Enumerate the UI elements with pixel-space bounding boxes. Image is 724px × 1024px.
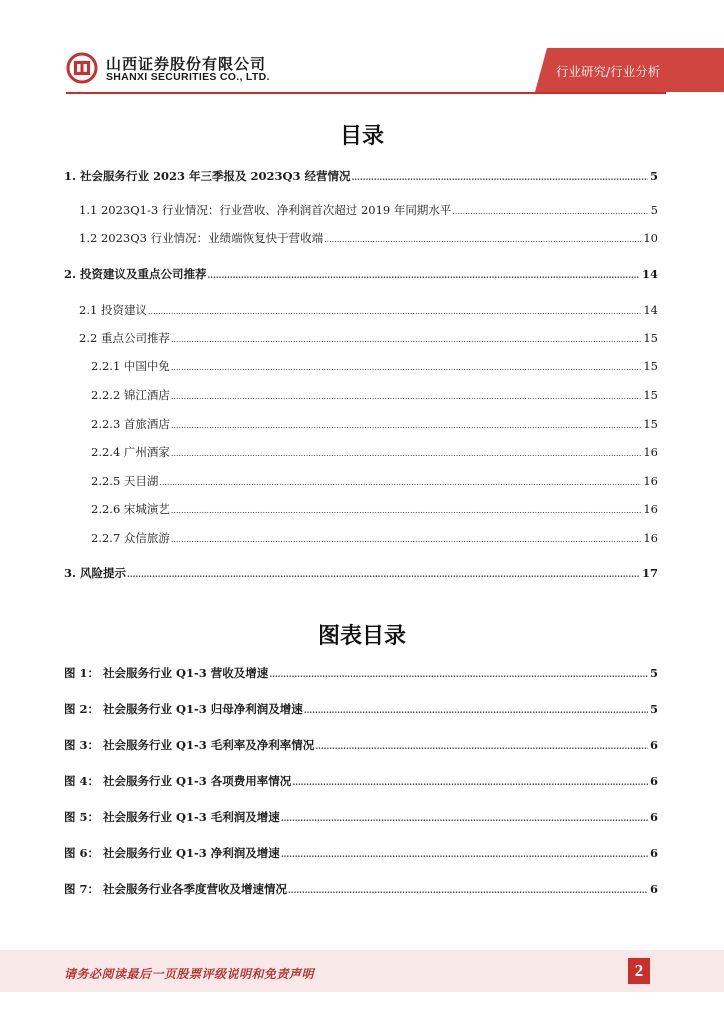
- toc-leader: [208, 268, 640, 282]
- figure-entry-page: 6: [649, 738, 658, 752]
- toc-entry-label: 2.2.3 首旅酒店: [91, 417, 170, 431]
- toc-entry-label: 1.2 2023Q3 行业情况：业绩端恢复快于营收端: [79, 231, 324, 245]
- toc-entry-page: 16: [643, 474, 658, 488]
- toc-entry-label: 2. 投资建议及重点公司推荐: [64, 267, 207, 281]
- toc-leader: [281, 847, 648, 861]
- toc-entry[interactable]: [91, 359, 658, 375]
- toc-entry-label: 1. 社会服务行业 2023 年三季报及 2023Q3 经营情况: [64, 169, 351, 183]
- toc-entry-page: 10: [643, 231, 658, 245]
- toc-entry-label: 2.2.2 锦江酒店: [91, 388, 170, 402]
- toc-leader: [171, 533, 641, 547]
- toc-entry-label: 2.2.4 广州酒家: [91, 445, 170, 459]
- page-header: [0, 0, 724, 100]
- figure-entry-label: 图 1： 社会服务行业 Q1-3 营收及增速: [64, 666, 269, 680]
- toc-entry-page: 15: [643, 388, 658, 402]
- toc-entry-page: 15: [643, 359, 658, 373]
- figure-entry-label: 图 6： 社会服务行业 Q1-3 净利润及增速: [64, 846, 280, 860]
- toc-title: 目录: [339, 124, 384, 149]
- toc-leader: [148, 305, 641, 319]
- figure-entry[interactable]: [64, 702, 658, 717]
- toc-entry[interactable]: [79, 203, 658, 219]
- toc-entry-label: 2.1 投资建议: [79, 303, 147, 317]
- toc-leader: [304, 703, 648, 717]
- figure-entry-page: 6: [649, 774, 658, 788]
- toc-entry-page: 5: [649, 169, 658, 183]
- toc-entry-label: 1.1 2023Q1-3 行业情况：行业营收、净利润首次超过 2019 年同期水平: [79, 203, 452, 217]
- figures-title: 图表目录: [317, 624, 406, 649]
- figure-entry-page: 5: [649, 666, 658, 680]
- toc-entry-page: 14: [643, 303, 658, 317]
- toc-entry[interactable]: [91, 445, 658, 461]
- figure-entry-page: 6: [649, 846, 658, 860]
- toc-entry-page: 16: [643, 531, 658, 545]
- figure-entry-label: 图 5： 社会服务行业 Q1-3 毛利润及增速: [64, 810, 280, 824]
- toc-entry-page: 16: [643, 502, 658, 516]
- figure-entry[interactable]: [64, 810, 658, 825]
- toc-leader: [159, 476, 641, 490]
- figure-entry-label: 图 7： 社会服务行业各季度营收及增速情况: [64, 882, 288, 896]
- toc-entry[interactable]: [79, 303, 658, 319]
- figure-entry[interactable]: [64, 774, 658, 789]
- toc-leader: [171, 447, 641, 461]
- figure-entry-page: 5: [649, 702, 658, 716]
- toc-entry-label: 3. 风险提示: [64, 566, 127, 580]
- toc-leader: [127, 567, 640, 581]
- toc-entry[interactable]: [64, 267, 658, 282]
- figure-entry[interactable]: [64, 666, 658, 681]
- toc-leader: [171, 333, 641, 347]
- toc-leader: [171, 419, 641, 433]
- figure-entry-label: 图 4： 社会服务行业 Q1-3 各项费用率情况: [64, 774, 292, 788]
- toc-entry[interactable]: [91, 388, 658, 404]
- toc-leader: [288, 883, 648, 897]
- toc-entry-page: 17: [641, 566, 658, 580]
- toc-leader: [171, 361, 641, 375]
- toc-leader: [452, 205, 648, 219]
- toc-entry-label: 2.2.5 天目湖: [91, 474, 159, 488]
- toc-entry[interactable]: [91, 502, 658, 518]
- toc-entry-label: 2.2.1 中国中免: [91, 359, 170, 373]
- toc-leader: [171, 390, 641, 404]
- toc-entry-label: 2.2.7 众信旅游: [91, 531, 170, 545]
- header-divider: [66, 92, 666, 94]
- toc-entry[interactable]: [91, 531, 658, 547]
- toc-entry-page: 15: [643, 417, 658, 431]
- disclaimer-notice: 请务必阅读最后一页股票评级说明和免责声明: [64, 967, 315, 981]
- toc-entry-page: 14: [641, 267, 658, 281]
- toc-entry[interactable]: [91, 417, 658, 433]
- toc-leader: [315, 739, 648, 753]
- company-name-cn: 山西证券股份有限公司: [106, 55, 267, 73]
- figure-entry-label: 图 2： 社会服务行业 Q1-3 归母净利润及增速: [64, 702, 303, 716]
- toc-entry-label: 2.2.6 宋城演艺: [91, 502, 170, 516]
- toc-entry[interactable]: [79, 331, 658, 347]
- toc-entry-page: 15: [643, 331, 658, 345]
- toc-leader: [352, 170, 648, 184]
- figure-entry-label: 图 3： 社会服务行业 Q1-3 毛利率及净利率情况: [64, 738, 315, 752]
- toc-leader: [324, 233, 641, 247]
- toc-entry[interactable]: [64, 169, 658, 184]
- toc-leader: [171, 504, 641, 518]
- toc-entry[interactable]: [79, 231, 658, 247]
- toc-entry-page: 5: [650, 203, 658, 217]
- toc-entry[interactable]: [64, 566, 658, 581]
- figure-entry[interactable]: [64, 882, 658, 897]
- toc-leader: [281, 811, 648, 825]
- toc-leader: [269, 667, 648, 681]
- toc-leader: [292, 775, 648, 789]
- page-number: 2: [628, 958, 650, 984]
- figure-entry-page: 6: [649, 882, 658, 896]
- figure-entry[interactable]: [64, 738, 658, 753]
- company-name-en: SHANXI SECURITIES CO., LTD.: [106, 71, 270, 83]
- toc-entry-label: 2.2 重点公司推荐: [79, 331, 170, 345]
- report-category: 行业研究/行业分析: [556, 64, 661, 79]
- figure-entry-page: 6: [649, 810, 658, 824]
- figure-entry[interactable]: [64, 846, 658, 861]
- toc-entry-page: 16: [643, 445, 658, 459]
- toc-entry[interactable]: [91, 474, 658, 490]
- company-logo-icon: [66, 52, 98, 84]
